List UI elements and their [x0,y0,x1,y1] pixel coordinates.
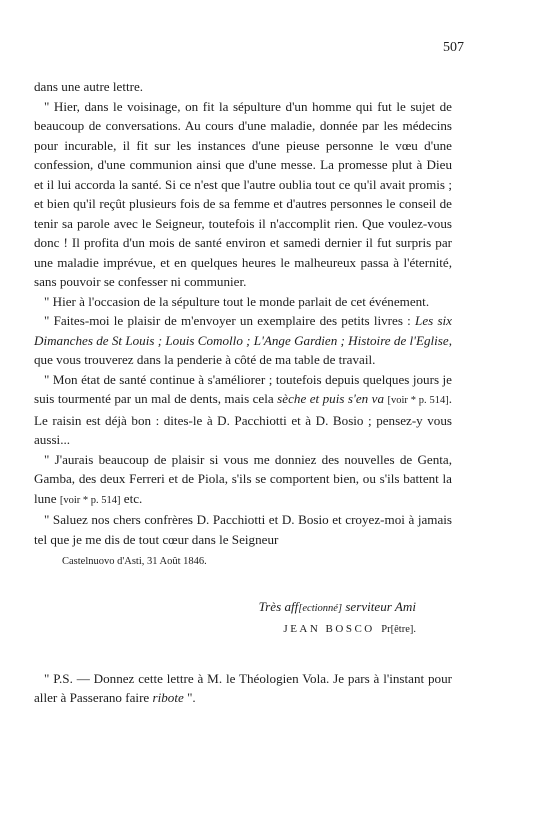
paragraph-greetings: " Saluez nos chers confrères D. Pacchiotti et D. Bosio et croyez-moi à jamais tel que je me dis de tout cœur dans le Seigneur [34,512,452,547]
books-request-tail: , que vous trouverez dans la penderie à côté de ma table de travail. [34,332,452,367]
page-number: 507 [443,40,464,55]
paragraph-news-request [34,450,452,511]
closing-formula [34,597,416,618]
health-tail: . Le raisin est déjà bon : dites-le à D. Pacchiotti et à D. Bosio ; pensez-y vous aussi... [34,391,452,447]
health-text: " Mon état de santé continue à s'améliorer ; toutefois depuis quelques jours je suis tourmenté par un mal de dents, mais cela [34,371,452,406]
paragraph-books-request [34,311,452,370]
letter-body [34,77,452,708]
paragraph-health [34,370,452,450]
postscript-tail: ". [183,690,196,705]
cross-reference: [voir * p. 514] [59,494,121,506]
news-tail: etc. [120,490,143,506]
continuation-line: dans une autre lettre. [34,79,144,94]
signature-name: JEAN BOSCO [283,622,375,635]
health-italic: sèche et puis s'en va [277,391,384,406]
postscript [34,669,452,708]
postscript-italic: ribote [152,690,184,705]
books-request-text: " Faites-moi le plaisir de m'envoyer un exemplaire des petits livres : [44,313,416,328]
paragraph-event: " Hier à l'occasion de la sépulture tout le monde parlait de cet événement. [44,293,430,309]
signature-title-end: . [413,623,416,635]
signature-name-line [34,618,416,639]
closing-bracket: [ectionné] [298,602,343,614]
closing-text: Très aff [258,598,299,614]
paragraph-burial-story: " Hier, dans le voisinage, on fit la sépulture d'un homme qui fut le sujet de beaucoup de conversations. Au cours d'une maladie, donnée par les médecins pour incurable, il fit sur les instances d'une pieuse personne le vœu d'une confession, d'une communion ainsi que d'une messe. La promesse plut à Dieu et il lui accorda la santé. Si ce n'est que l'autre oublia tout ce qu'il avait promis ; et bien qu'il reçût plusieurs fois de sa femme et d'autres personnes le conseil de tenir sa parole avec le Seigneur, toutefois il n'accomplit rien. Que voulez-vous donc ! Il profita d'un mois de santé environ et samedi dernier il fut surpris par une maladie imprévue, et en quelques heures le malheureux passa à l'éternité, sans pouvoir se confesser ni communier. [34,98,452,289]
signature-block [34,597,452,639]
signature-title-bracket: [être] [390,623,414,635]
postscript-text: " P.S. — Donnez cette lettre à M. le Théologien Vola. Je pars à l'instant pour aller à Passerano faire [34,670,452,705]
signature-title: Pr [381,623,391,635]
cross-reference: [voir * p. 514] [387,395,449,406]
news-text: " J'aurais beaucoup de plaisir si vous me donniez des nouvelles de Genta, Gamba, des deux Ferreri et de Piola, s'ils se comportent bien, ou s'ils battent la lune [34,451,452,506]
closing-text-tail: serviteur Ami [342,598,416,614]
book-titles: Les six Dimanches de St Louis ; Louis Comollo ; L'Ange Gardien ; Histoire de l'Eglise [34,313,452,348]
place-date: Castelnuovo d'Asti, 31 Août 1846. [62,556,207,567]
